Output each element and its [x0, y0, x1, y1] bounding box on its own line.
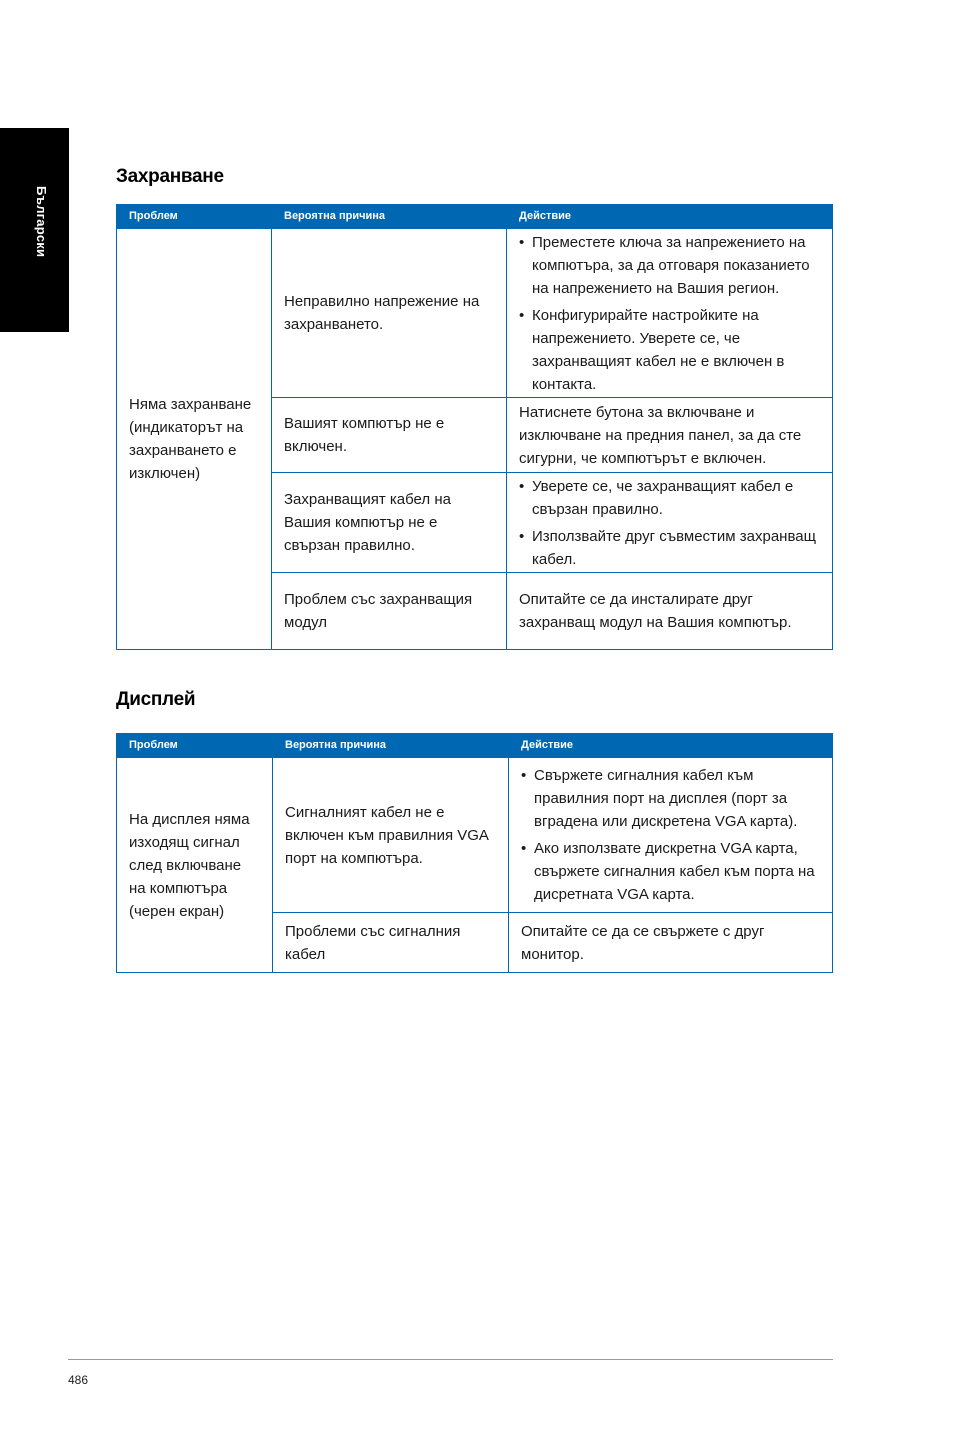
power-troubleshooting-table: [116, 204, 833, 650]
list-item: • Свържете сигналния кабел към правилния порт на дисплея (порт за вградена или дискретена VGA карта).: [521, 764, 820, 833]
display-troubleshooting-table: [116, 733, 833, 973]
action-cell: Опитайте се да инсталирате друг захранващ модул на Вашия компютър.: [507, 573, 833, 650]
column-header-cause: Вероятна причина: [273, 734, 509, 758]
action-cell: [507, 473, 833, 573]
action-cell: [507, 229, 833, 398]
action-list: [519, 231, 820, 396]
cause-cell: Сигналният кабел не е включен към правилния VGA порт на компютъра.: [273, 758, 509, 913]
problem-cell: На дисплея няма изходящ сигнал след включване на компютъра (черен екран): [117, 758, 273, 973]
cause-cell: Неправилно напрежение на захранването.: [272, 229, 507, 398]
cause-cell: Вашият компютър не е включен.: [272, 398, 507, 473]
language-tab-label: Български: [34, 186, 49, 258]
cause-cell: Захранващият кабел на Вашия компютър не е свързан правилно.: [272, 473, 507, 573]
column-header-cause: Вероятна причина: [272, 205, 507, 229]
footer-divider: [68, 1359, 833, 1360]
action-cell: Опитайте се да се свържете с друг монитор.: [509, 913, 833, 973]
action-cell: Натиснете бутона за включване и изключване на предния панел, за да сте сигурни, че компютърът е включен.: [507, 398, 833, 473]
column-header-problem: Проблем: [117, 205, 272, 229]
list-item: • Конфигурирайте настройките на напрежението. Уверете се, че захранващият кабел не е включен в контакта.: [519, 304, 820, 396]
column-header-action: Действие: [509, 734, 833, 758]
list-item: • Използвайте друг съвместим захранващ кабел.: [519, 525, 820, 571]
section-title-display: Дисплей: [116, 689, 196, 710]
page-number: 486: [68, 1373, 89, 1387]
list-item: • Ако използвате дискретна VGA карта, свържете сигналния кабел към порта на дисретната VGA карта.: [521, 837, 820, 906]
cause-cell: Проблеми със сигналния кабел: [273, 913, 509, 973]
action-list: [519, 475, 820, 571]
action-cell: [509, 758, 833, 913]
column-header-action: Действие: [507, 205, 833, 229]
table-row: [117, 758, 833, 913]
section-title-power: Захранване: [116, 166, 224, 187]
cause-cell: Проблем със захранващия модул: [272, 573, 507, 650]
table-row: [117, 229, 833, 398]
list-item: • Уверете се, че захранващият кабел е свързан правилно.: [519, 475, 820, 521]
problem-cell: Няма захранване (индикаторът на захранването е изключен): [117, 229, 272, 650]
list-item: • Преместете ключа за напрежението на компютъра, за да отговаря показанието на напрежението на Вашия регион.: [519, 231, 820, 300]
column-header-problem: Проблем: [117, 734, 273, 758]
action-list: [521, 764, 820, 906]
table-header-row: [117, 734, 833, 758]
table-header-row: [117, 205, 833, 229]
